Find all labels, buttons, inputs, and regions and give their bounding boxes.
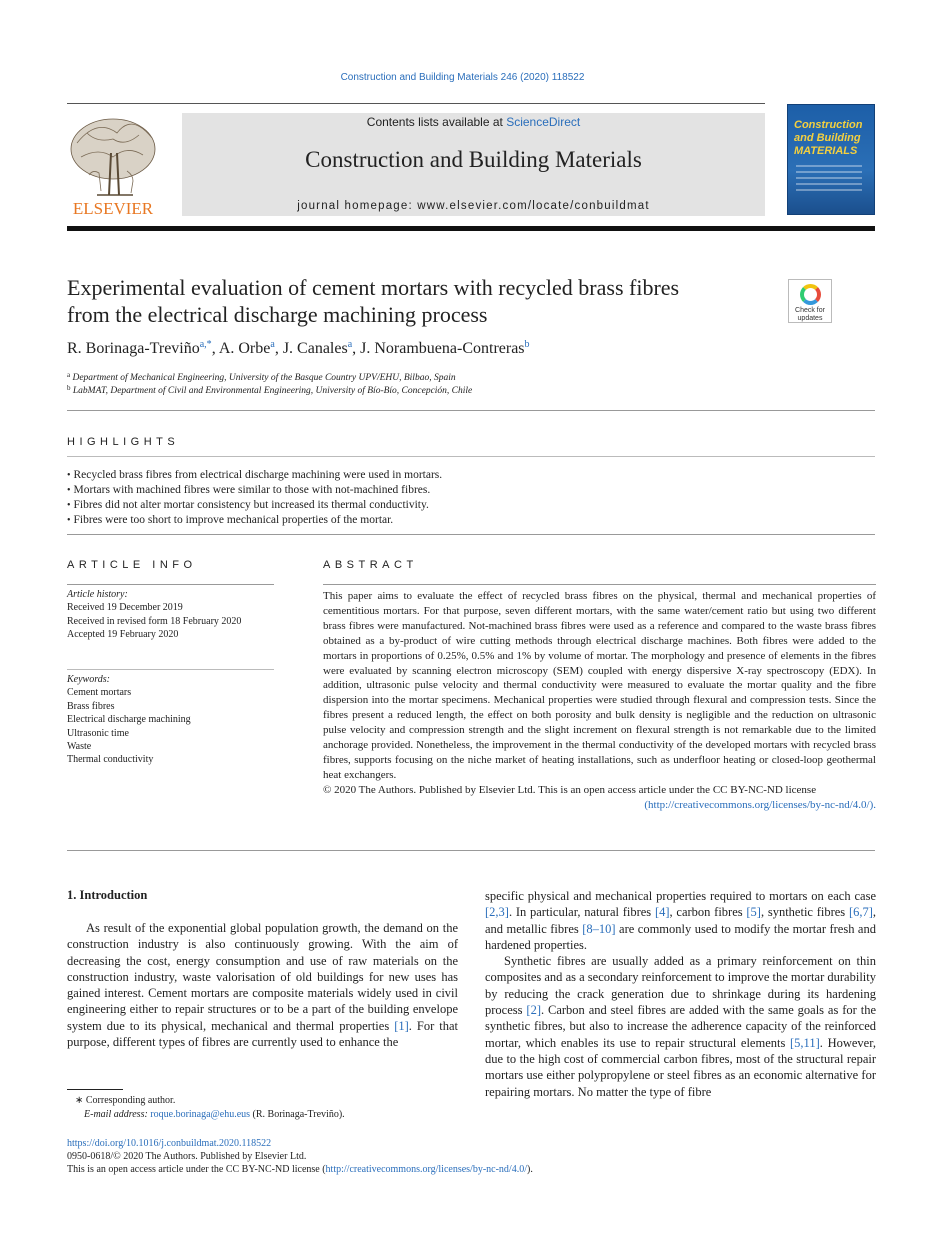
- highlights-bottom-rule: [67, 534, 875, 535]
- cover-title-line3: MATERIALS: [794, 145, 858, 157]
- keyword: Thermal conductivity: [67, 754, 154, 766]
- citation-link[interactable]: [2,3]: [485, 905, 509, 920]
- author-list: [67, 339, 530, 358]
- citation-link[interactable]: [8–10]: [582, 921, 616, 936]
- email-footnote: [84, 1108, 345, 1121]
- citation-link[interactable]: [5,11]: [790, 1035, 820, 1050]
- highlights-list: [67, 468, 442, 528]
- paragraph-text: , synthetic fibres: [760, 905, 849, 920]
- elsevier-logo[interactable]: [67, 113, 159, 217]
- asterisk-marker: ∗: [75, 1095, 86, 1106]
- journal-cover[interactable]: [787, 104, 875, 215]
- corresponding-footnote: [75, 1094, 175, 1107]
- highlight-item: • Mortars with machined fibres were similar to those with not-machined fibres.: [67, 483, 442, 498]
- cover-title-line2: and Building: [794, 132, 861, 144]
- paragraph-text: , and metallic fibres: [485, 905, 877, 936]
- header-top-rule: [67, 103, 765, 104]
- highlights-heading: HIGHLIGHTS: [67, 436, 180, 448]
- article-info-heading: ARTICLE INFO: [67, 559, 197, 571]
- doi-text[interactable]: https://doi.org/10.1016/j.conbuildmat.2020.118522: [67, 1138, 272, 1149]
- history-revised: Received in revised form 18 February 2020: [67, 615, 242, 627]
- paragraph-text: are commonly used to modify the mortar fresh and hardened properties.: [485, 921, 876, 952]
- issn-line: 0950-0618/© 2020 The Authors. Published by Elsevier Ltd.: [67, 1151, 307, 1162]
- footer-license-line: [67, 1163, 533, 1176]
- affiliation-text: LabMAT, Department of Civil and Environmental Engineering, University of Bío-Bío, Concepción, Chile: [72, 386, 473, 396]
- contents-line: [182, 115, 765, 129]
- keywords-label: Keywords:: [67, 674, 110, 685]
- keyword: Brass fibres: [67, 700, 115, 712]
- doi-link[interactable]: [67, 1137, 271, 1150]
- email-link[interactable]: roque.borinaga@ehu.eus: [150, 1109, 251, 1120]
- section-heading: 1. Introduction: [67, 888, 148, 902]
- highlight-item: • Recycled brass fibres from electrical discharge machining were used in mortars.: [67, 468, 442, 483]
- journal-reference[interactable]: Construction and Building Materials 246 (2020) 118522: [340, 72, 585, 83]
- abstract-text: This paper aims to evaluate the effect of recycled brass fibres on the physical, thermal and mechanical properties of cementitious mortars. For that purpose, seven different mortars, with the same water/cement ratio but using two different brass fibres were manufactured. Not-machined brass fibres were used as a reference and compared to the waste brass fibres obtained as a by-product of wire cutting methods through electrical discharge machines. Both fibres were added to the mortars in proportions of 0.25%, 0.5% and 1% by volume of mortar. The morphology and presence of elements in the fibres were evaluated by scanning electron microscopy (SEM) coupled with energy dispersive X-ray spectroscopy (EDX). In addition, ultrasonic pulse velocity and thermal conductivity were measured to evaluate the mortar quality and the fibre dispersion into the mortar specimens. Mechanical properties were studied through flexural and compression tests. Since the fibres present a reduced length, the effect on both porosity and bulk density is negligible and the reduction on ultrasonic pulse velocity and compression strength and the slight increment on flexural strength is not remarkable due to the limited anchorage provided. Nonetheless, the improvement in the thermal conductivity of the developed mortars with recycled brass fibres, supports focusing on the niche market of heating installations, such as underfloor heating or closed-loop geothermal heat exchangers.: [323, 590, 876, 781]
- email-suffix: (R. Borinaga-Treviño).: [250, 1109, 345, 1120]
- license-suffix: ).: [526, 1164, 533, 1175]
- abstract-body: [323, 589, 876, 813]
- article-info-rule: [67, 584, 274, 585]
- abstract-heading: ABSTRACT: [323, 559, 418, 571]
- abstract-bottom-rule: [67, 850, 875, 851]
- highlight-item: • Fibres were too short to improve mechanical properties of the mortar.: [67, 513, 442, 528]
- author-affiliation-marker[interactable]: a: [347, 339, 353, 350]
- article-history: [67, 588, 277, 642]
- citation-link[interactable]: [5]: [746, 905, 761, 920]
- history-received: Received 19 December 2019: [67, 602, 183, 614]
- citation-link[interactable]: [6,7]: [848, 905, 873, 920]
- email-label: E-mail address:: [84, 1109, 151, 1120]
- highlights-rule: [67, 456, 875, 457]
- check-for-updates-badge[interactable]: [788, 279, 832, 323]
- author-affiliation-marker[interactable]: a: [270, 339, 275, 350]
- author-affiliation-marker[interactable]: a,*: [199, 339, 212, 350]
- paragraph-text: Synthetic fibres are usually added as a primary reinforcement on thin composites and as a secondary reinforcement to improve the mortar durability by reducing the crack generation due to shrinkage during its hardening process: [485, 954, 876, 1018]
- check-updates-icon: [800, 284, 821, 305]
- author-name[interactable]: A. Orbe: [218, 340, 271, 357]
- keyword: Electrical discharge machining: [67, 714, 191, 726]
- article-title: [67, 274, 767, 328]
- author-separator: ,: [211, 340, 219, 357]
- citation-link[interactable]: [4]: [654, 905, 670, 920]
- author-name[interactable]: R. Borinaga-Treviño: [67, 340, 200, 357]
- contents-prefix: Contents lists available at: [366, 115, 507, 129]
- elsevier-tree-icon: [67, 113, 159, 217]
- citation-link[interactable]: [1]: [394, 1018, 409, 1033]
- footer-license-link[interactable]: http://creativecommons.org/licenses/by-nc-nd/4.0/: [325, 1164, 527, 1175]
- corresponding-label: Corresponding author.: [85, 1095, 176, 1106]
- paragraph-text: specific physical and mechanical properties required to mortars on each case: [485, 889, 876, 903]
- journal-homepage[interactable]: journal homepage: www.elsevier.com/locate/conbuildmat: [297, 200, 650, 212]
- license-link[interactable]: (http://creativecommons.org/licenses/by-nc-nd/4.0/).: [644, 798, 876, 811]
- author-separator: ,: [274, 340, 283, 357]
- cover-decoration: [796, 165, 862, 195]
- affiliation-marker: a: [67, 371, 71, 379]
- paragraph: [67, 920, 458, 1050]
- paragraph-text: . Carbon and steel fibres are added with the same goals as for the synthetic fibres, but also to increase the adherence capacity of the reinforced mortar, which enables its use to repair structural elements: [485, 1003, 877, 1050]
- keywords-block: [67, 673, 277, 767]
- highlight-item: • Fibres did not alter mortar consistency but increased its thermal conductivity.: [67, 498, 442, 513]
- keyword: Ultrasonic time: [67, 727, 129, 739]
- paragraph: [485, 953, 876, 1100]
- header-thick-rule: [67, 226, 875, 231]
- cover-title: [794, 119, 870, 158]
- author-name[interactable]: J. Norambuena-Contreras: [360, 340, 525, 357]
- affiliation-marker: b: [67, 384, 71, 392]
- keyword: Cement mortars: [67, 687, 132, 699]
- author-affiliation-marker[interactable]: b: [524, 339, 530, 350]
- cover-title-line1: Construction: [794, 119, 863, 131]
- author-separator: ,: [352, 340, 361, 357]
- citation-link[interactable]: [2]: [526, 1003, 541, 1018]
- affiliation-text: Department of Mechanical Engineering, University of the Basque Country UPV/EHU, Bilbao, Spain: [72, 373, 456, 383]
- paragraph: [485, 888, 876, 953]
- article-title-line1: Experimental evaluation of cement mortars with recycled brass fibres: [67, 275, 680, 300]
- abstract-rule: [323, 584, 876, 585]
- paragraph-text: . For that purpose, different types of fibres are currently used to enhance the: [67, 1018, 459, 1050]
- paragraph-text: . However, due to the high cost of commercial carbon fibres, most of the structural repair mortars use either polypropylene or steel fibres as an economic alternative for repairing mortars. No matter the type of fibre: [485, 1035, 877, 1099]
- abstract-copyright: © 2020 The Authors. Published by Elsevier Ltd. This is an open access article under the CC BY-NC-ND license: [323, 783, 817, 796]
- history-accepted: Accepted 19 February 2020: [67, 629, 179, 641]
- title-divider: [67, 410, 875, 411]
- author-name[interactable]: J. Canales: [282, 340, 348, 357]
- intro-right-column: [485, 888, 876, 1100]
- abstract-license-line: [323, 798, 876, 813]
- paragraph-text: , carbon fibres: [669, 905, 747, 920]
- elsevier-wordmark: ELSEVIER: [72, 199, 154, 217]
- keyword: Waste: [67, 741, 92, 753]
- paragraph-text: As result of the exponential global population growth, the demand on the construction industry is also continuously growing. With the aim of decreasing the cost, energy consumption and use of raw materials on the construction industry, waste valorisation of old buildings for new uses has gained interest. Cement mortars are composite materials widely used in civil engineering either to repair structures or to be a part of the building envelope system due to its physical, mechanical and thermal properties: [67, 921, 458, 1033]
- check-updates-label: Check for updates: [795, 307, 825, 322]
- history-label: Article history:: [67, 589, 128, 600]
- license-prefix: This is an open access article under the CC BY-NC-ND license (: [67, 1164, 326, 1175]
- footnote-rule: [67, 1089, 123, 1090]
- journal-title: Construction and Building Materials: [305, 147, 642, 172]
- sciencedirect-link[interactable]: ScienceDirect: [506, 115, 581, 129]
- affiliation-a: [67, 371, 456, 383]
- paragraph-text: . In particular, natural fibres: [508, 905, 655, 920]
- article-title-line2: from the electrical discharge machining process: [67, 302, 488, 327]
- intro-left-column: [67, 920, 458, 1050]
- keywords-rule: [67, 669, 274, 670]
- journal-banner: [182, 113, 765, 216]
- affiliation-b: [67, 384, 472, 396]
